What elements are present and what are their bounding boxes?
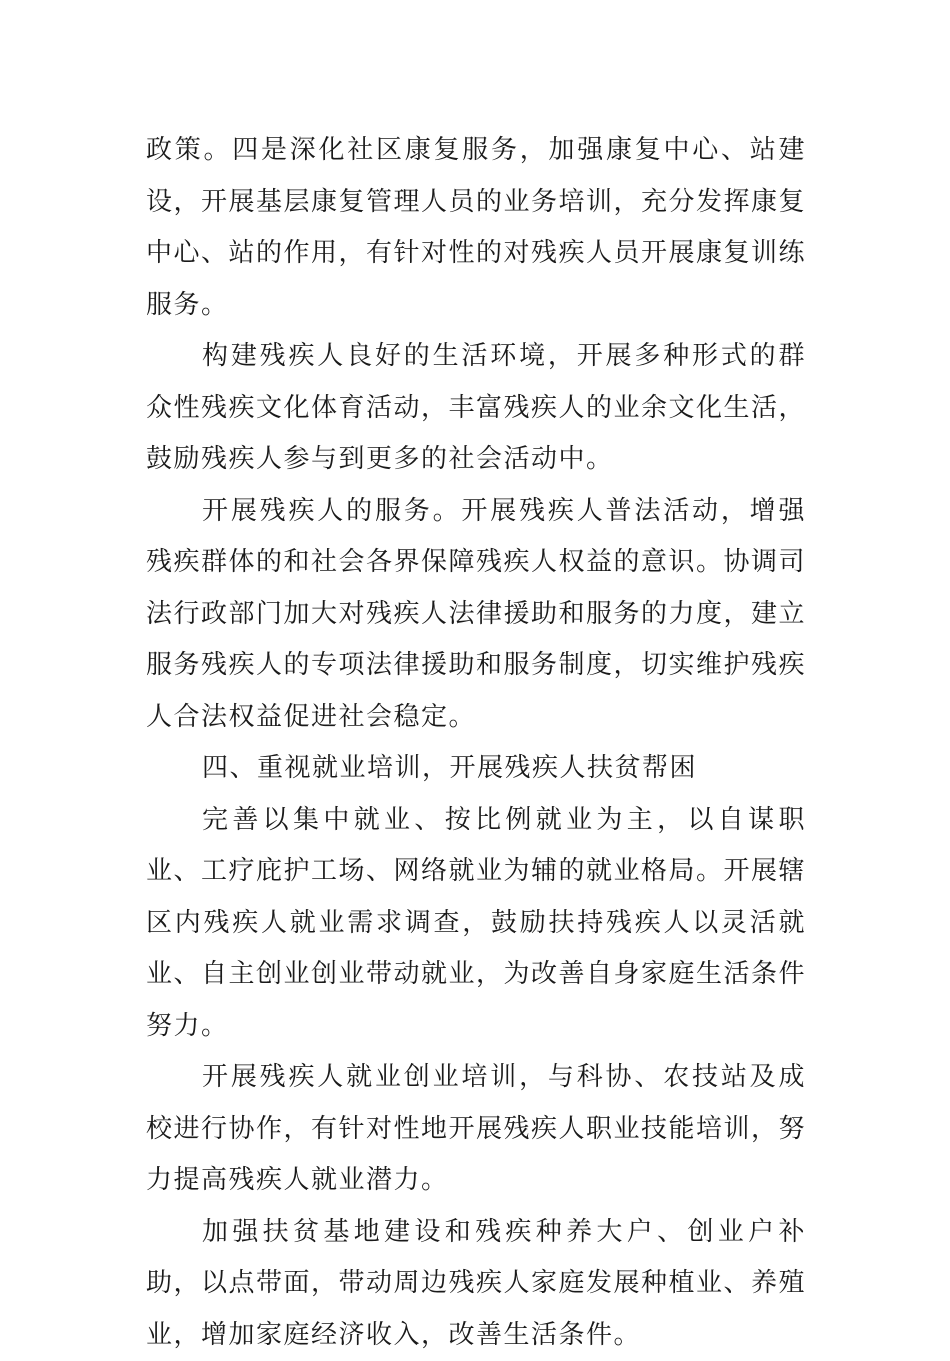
- paragraph-employment-structure: 完善以集中就业、按比例就业为主，以自谋职业、工疗庇护工场、网络就业为辅的就业格局。开展辖区内残疾人就业需求调查，鼓励扶持残疾人以灵活就业、自主创业创业带动就业，为改善自身家庭生活条件努力。: [146, 795, 806, 1053]
- paragraph-employment-training: 开展残疾人就业创业培训，与科协、农技站及成校进行协作，有针对性地开展残疾人职业技能培训，努力提高残疾人就业潜力。: [146, 1052, 806, 1207]
- section-heading-employment: 四、重视就业培训，开展残疾人扶贫帮困: [146, 743, 806, 795]
- paragraph-living-environment: 构建残疾人良好的生活环境，开展多种形式的群众性残疾文化体育活动，丰富残疾人的业余文化生活，鼓励残疾人参与到更多的社会活动中。: [146, 331, 806, 486]
- paragraph-poverty-relief: 加强扶贫基地建设和残疾种养大户、创业户补助，以点带面，带动周边残疾人家庭发展种植业、养殖业，增加家庭经济收入，改善生活条件。: [146, 1207, 806, 1361]
- paragraph-rehab-policy: 政策。四是深化社区康复服务，加强康复中心、站建设，开展基层康复管理人员的业务培训，充分发挥康复中心、站的作用，有针对性的对残疾人员开展康复训练服务。: [146, 125, 806, 331]
- document-body: [146, 125, 806, 1361]
- paragraph-legal-services: 开展残疾人的服务。开展残疾人普法活动，增强残疾群体的和社会各界保障残疾人权益的意识。协调司法行政部门加大对残疾人法律援助和服务的力度，建立服务残疾人的专项法律援助和服务制度，切实维护残疾人合法权益促进社会稳定。: [146, 486, 806, 744]
